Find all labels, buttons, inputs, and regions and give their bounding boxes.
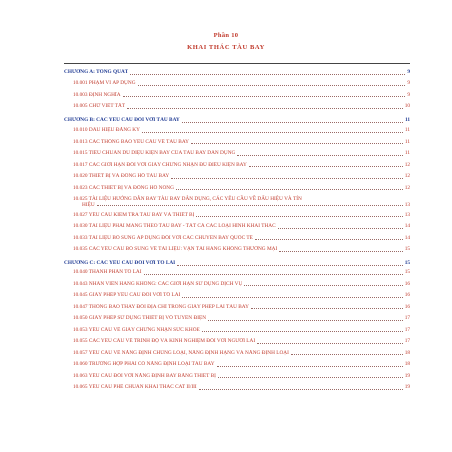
leader-dots <box>177 265 402 266</box>
leader-dots <box>123 96 406 97</box>
toc-entry[interactable] <box>64 315 410 322</box>
toc-entry-label: 10.057 YÊU CẦU VỀ NĂNG ĐỊNH CHỦNG LOẠI, NĂNG ĐỊNH HẠNG VÀ NĂNG ĐỊNH LOẠI <box>73 349 289 356</box>
toc-entry-label: 10.065 YÊU CẦU PHÊ CHUẨN KHAI THÁC CAT II/III <box>73 384 197 390</box>
leader-dots <box>278 228 403 229</box>
toc-entry-label: 10.005 CHỮ VIẾT TẮT <box>73 103 126 109</box>
toc-entry-label: 10.013 CÁC THÔNG BÁO YÊU CẦU VỀ TÀU BAY <box>73 138 190 145</box>
toc-entry-label: 10.020 THIẾT BỊ VÀ ĐỒNG HỒ TÀU BAY <box>73 173 170 179</box>
leader-dots <box>257 343 403 344</box>
toc-entry[interactable] <box>64 246 410 253</box>
toc-page-number: 11 <box>404 117 410 123</box>
part-number: Phần 10 <box>213 32 239 39</box>
leader-dots <box>130 74 405 75</box>
toc-entry-label-cont: HIỆU <box>82 201 95 208</box>
toc-entry-label: 10.010 DẤU HIỆU ĐĂNG KÝ <box>73 127 140 133</box>
leader-dots <box>217 366 403 367</box>
toc-entry[interactable] <box>64 92 410 99</box>
toc-entry[interactable] <box>64 185 410 192</box>
toc-entry[interactable] <box>64 212 410 219</box>
toc-page-number: 15 <box>404 246 410 252</box>
toc-entry[interactable] <box>64 304 410 311</box>
toc-entry[interactable] <box>64 223 410 230</box>
toc-entry-label: 10.047 THÔNG BÁO THAY ĐỔI ĐỊA CHỈ TRONG GIẤY PHÉP LÁI TÀU BAY <box>73 303 249 310</box>
leader-dots <box>97 205 403 206</box>
toc-entry[interactable] <box>64 350 410 357</box>
toc-entry[interactable] <box>64 269 410 276</box>
header-divider <box>64 63 410 64</box>
toc-page-number: 10 <box>404 103 410 109</box>
toc-entry-label: 10.043 NHÂN VIÊN HÀNG KHÔNG: CÁC GIỚI HẠN SỬ DỤNG DỊCH VỤ <box>73 280 243 287</box>
toc-entry-label: 10.023 CÁC THIẾT BỊ VÀ ĐỒNG HỒ NÓNG <box>73 184 174 191</box>
toc-page-number: 17 <box>404 338 410 344</box>
toc-page-number: 13 <box>404 201 410 208</box>
toc-chapter-c[interactable] <box>64 260 410 267</box>
toc-entry[interactable] <box>64 373 410 380</box>
toc-entry[interactable] <box>64 361 410 368</box>
toc-entry[interactable] <box>64 162 410 169</box>
leader-dots <box>237 155 403 156</box>
toc-entry-label: 10.025 TÀI LIỆU HƯỚNG DẪN BAY TÀU BAY DÂN DỤNG, CÁC YÊU CẦU VỀ DẤU HIỆU VÀ TÍN <box>73 195 302 202</box>
toc-page-number: 9 <box>407 69 410 75</box>
table-of-contents <box>64 69 410 391</box>
toc-entry-label: 10.053 YÊU CẦU VỀ GIẤY CHỨNG NHẬN SỨC KHỎE <box>73 326 200 333</box>
leader-dots <box>182 122 403 123</box>
toc-entry-wrapped[interactable] <box>64 196 410 208</box>
toc-page-number: 15 <box>404 260 410 266</box>
leader-dots <box>182 297 402 298</box>
toc-entry[interactable] <box>64 235 410 242</box>
toc-page-number: 19 <box>404 372 410 379</box>
leader-dots <box>196 216 402 217</box>
toc-entry[interactable] <box>64 292 410 299</box>
leader-dots <box>199 389 403 390</box>
toc-page-number: 14 <box>404 234 410 241</box>
toc-chapter-b[interactable] <box>64 117 410 124</box>
toc-entry[interactable] <box>64 384 410 391</box>
toc-page-number: 12 <box>404 161 410 168</box>
toc-page-number: 18 <box>404 349 410 356</box>
toc-entry-label: 10.030 TÀI LIỆU PHẢI MANG THEO TÀU BAY - TẤT CẢ CÁC LOẠI HÌNH KHAI THÁC <box>73 223 276 229</box>
toc-page-number: 13 <box>404 211 410 218</box>
toc-entry[interactable] <box>64 127 410 134</box>
toc-page-number: 9 <box>407 80 410 86</box>
toc-entry-label: 10.033 TÀI LIỆU BỔ SUNG ÁP DỤNG ĐỐI VỚI CÁC CHUYẾN BAY QUỐC TẾ <box>73 234 253 241</box>
toc-entry-label: 10.040 THÀNH PHẦN TỔ LÁI <box>73 269 142 275</box>
leader-dots <box>255 239 403 240</box>
toc-entry-label: 10.055 CÁC YÊU CẦU VỀ TRÌNH ĐỘ VÀ KINH NGHIỆM ĐỐI VỚI NGƯỜI LÁI <box>73 338 256 344</box>
leader-dots <box>249 166 403 167</box>
toc-page-number: 19 <box>404 384 410 390</box>
leader-dots <box>144 274 403 275</box>
toc-chapter-label: CHƯƠNG C: CÁC YÊU CẦU ĐỐI VỚI TỔ LÁI <box>64 260 176 266</box>
toc-page-number: 17 <box>404 315 410 321</box>
toc-page-number: 16 <box>404 292 410 298</box>
leader-dots <box>171 178 402 179</box>
toc-entry[interactable] <box>64 327 410 334</box>
leader-dots <box>218 377 403 378</box>
leader-dots <box>208 320 403 321</box>
toc-page-number: 11 <box>404 127 410 133</box>
toc-page-number: 18 <box>404 361 410 367</box>
toc-entry[interactable] <box>64 80 410 87</box>
toc-entry-label: 10.027 YÊU CẦU KIỂM TRA TÀU BAY VÀ THIẾT BỊ <box>73 211 195 218</box>
toc-entry-label: 10.017 CÁC GIỚI HẠN ĐỔI VỚI GIẤY CHỨNG NHẬN ĐỦ ĐIỀU KIỆN BAY <box>73 161 247 168</box>
leader-dots <box>142 132 403 133</box>
toc-entry-label: 10.050 GIẤY PHÉP SỬ DỤNG THIẾT BỊ VÔ TUYẾN ĐIỆN <box>73 315 207 321</box>
toc-page-number: 16 <box>404 303 410 310</box>
toc-page-number: 12 <box>404 184 410 191</box>
toc-chapter-a[interactable] <box>64 69 410 76</box>
toc-entry[interactable] <box>64 173 410 180</box>
toc-entry-label: 10.035 CÁC YÊU CẦU BỔ SUNG VỀ TÀI LIỆU: VẬN TẢI HÀNG KHÔNG THƯƠNG MẠI <box>73 246 278 252</box>
leader-dots <box>251 308 403 309</box>
leader-dots <box>127 108 403 109</box>
toc-page-number: 15 <box>404 269 410 275</box>
toc-entry[interactable] <box>64 139 410 146</box>
toc-page-number: 11 <box>404 150 410 156</box>
leader-dots <box>279 251 402 252</box>
toc-entry-label: 10.015 TIÊU CHUẨN DU DIỆU KIỆN BAY CỦA TÀU BAY DÂN DỤNG <box>73 150 236 156</box>
toc-entry[interactable] <box>64 281 410 288</box>
toc-page-number: 9 <box>407 91 410 98</box>
toc-chapter-label: CHƯƠNG B: CÁC YÊU CẦU ĐỐI VỚI TÀU BAY <box>64 117 180 123</box>
leader-dots <box>176 189 403 190</box>
leader-dots <box>244 285 402 286</box>
toc-entry-label: 10.003 ĐỊNH NGHĨA <box>73 91 121 98</box>
toc-chapter-label: CHƯƠNG A: TỔNG QUÁT <box>64 69 129 75</box>
part-title: KHAI THÁC TÀU BAY <box>187 44 265 51</box>
toc-entry[interactable] <box>64 338 410 345</box>
leader-dots <box>202 331 403 332</box>
toc-entry-label: 10.060 TRƯỜNG HỢP PHẢI CÓ NĂNG ĐỊNH LOẠI TÀU BAY <box>73 361 215 367</box>
leader-dots <box>138 85 406 86</box>
toc-page-number: 17 <box>404 326 410 333</box>
toc-entry[interactable] <box>64 103 410 110</box>
toc-page-number: 14 <box>404 223 410 229</box>
toc-page-number: 12 <box>404 173 410 179</box>
toc-entry-label: 10.063 YÊU CẦU ĐỐI VỚI NĂNG ĐỊNH BAY BẰNG THIẾT BỊ <box>73 372 216 379</box>
leader-dots <box>291 354 403 355</box>
toc-page-number: 16 <box>404 280 410 287</box>
toc-entry-label: 10.045 GIẤY PHÉP YÊU CẦU ĐỐI VỚI TỔ LÁI <box>73 292 181 298</box>
toc-page-number: 11 <box>404 138 410 145</box>
leader-dots <box>191 143 403 144</box>
toc-entry-label: 10.001 PHẠM VI ÁP DỤNG <box>73 80 136 86</box>
toc-entry[interactable] <box>64 150 410 157</box>
